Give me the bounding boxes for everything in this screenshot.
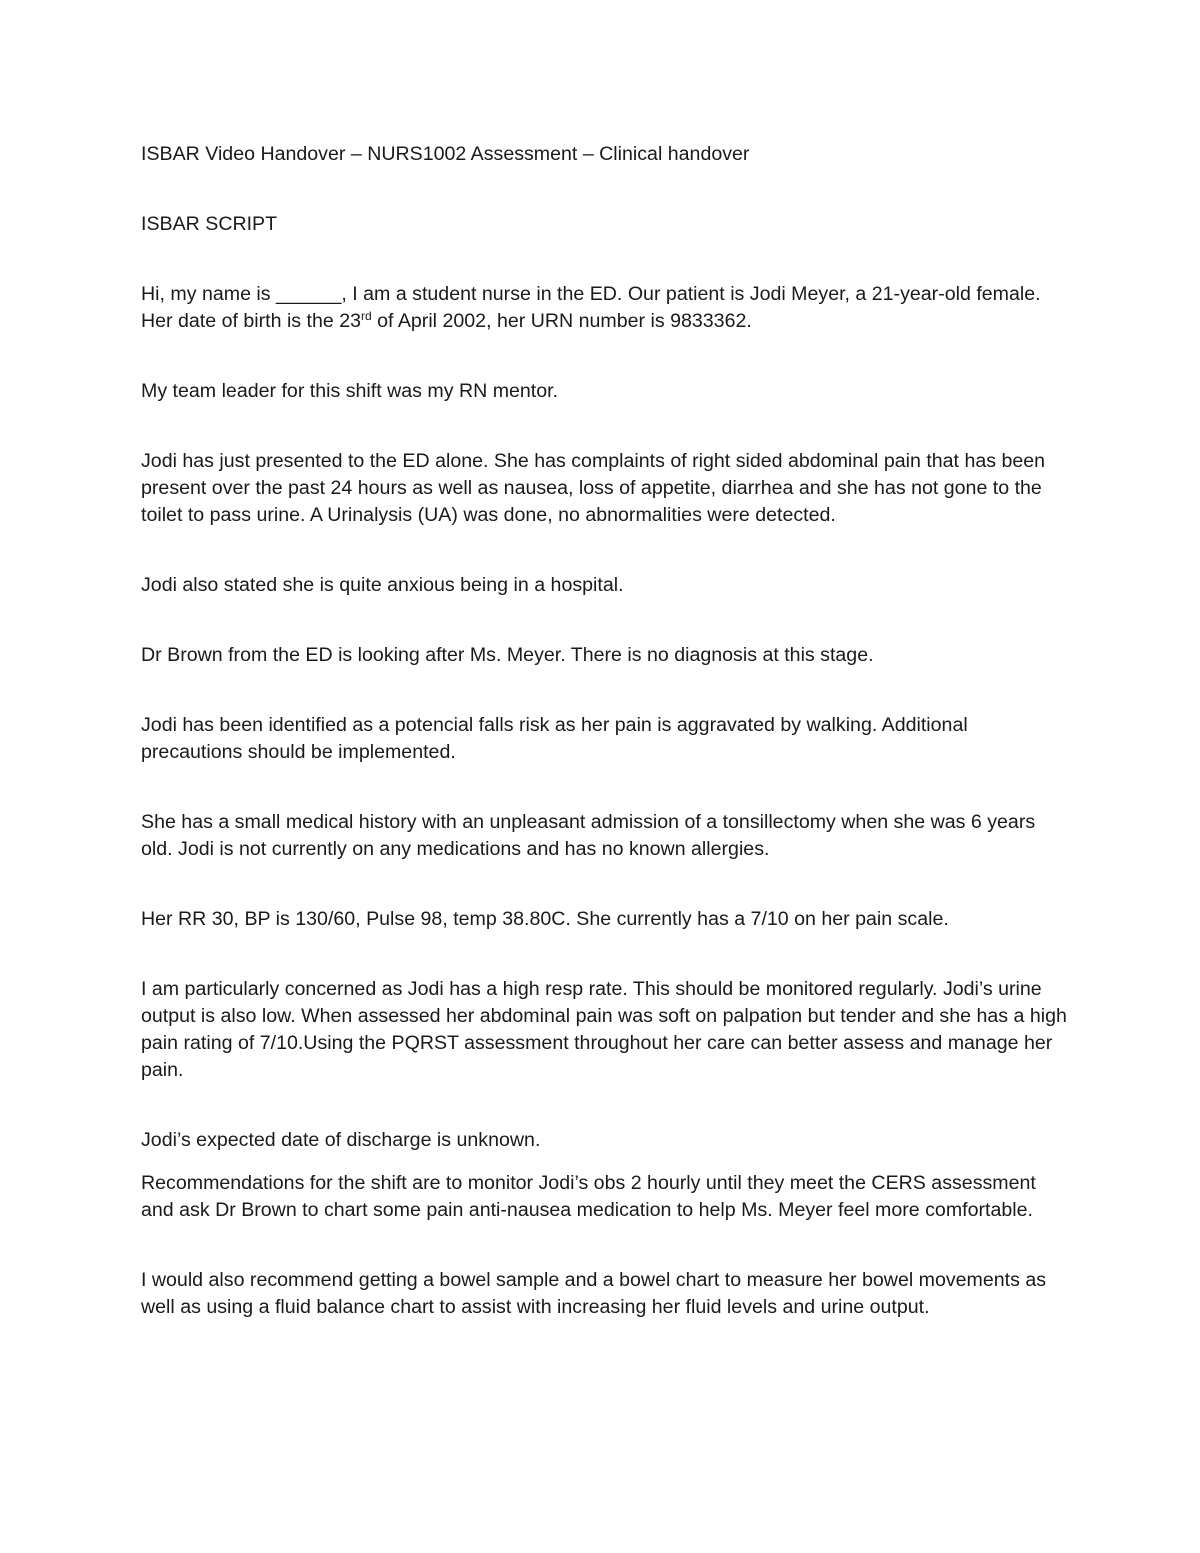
history-paragraph: She has a small medical history with an unpleasant admission of a tonsillectomy when she was 6 years old. Jodi is not currently on any medications and has no known allergies. xyxy=(141,811,1036,860)
script-heading: ISBAR SCRIPT xyxy=(141,213,278,235)
document-title: ISBAR Video Handover – NURS1002 Assessment – Clinical handover xyxy=(141,143,750,165)
recommendations-paragraph: Recommendations for the shift are to monitor Jodi’s obs 2 hourly until they meet the CERS assessment and ask Dr Brown to chart some pain anti-nausea medication to help Ms. Meyer feel more comfortable. xyxy=(141,1172,1036,1221)
intro-text-2: of April 2002, her URN number is 9833362. xyxy=(371,310,752,332)
doctor-paragraph: Dr Brown from the ED is looking after Ms. Meyer. There is no diagnosis at this stage. xyxy=(141,644,874,666)
ordinal-suffix: rd xyxy=(361,309,372,323)
discharge-paragraph: Jodi’s expected date of discharge is unknown. xyxy=(141,1129,541,1151)
observations-paragraph: Her RR 30, BP is 130/60, Pulse 98, temp 38.80C. She currently has a 7/10 on her pain scale. xyxy=(141,908,949,930)
document-body xyxy=(141,141,1071,1321)
intro-text-1: Hi, my name is ______, I am a student nurse in the ED. Our patient is Jodi Meyer, a 21-year-old female. Her date of birth is the 23 xyxy=(141,283,1041,332)
presentation-paragraph: Jodi has just presented to the ED alone. She has complaints of right sided abdominal pain that has been present over the past 24 hours as well as nausea, loss of appetite, diarrhea and she has not gone to the toilet to pass urine. A Urinalysis (UA) was done, no abnormalities were detected. xyxy=(141,450,1046,526)
intro-paragraph xyxy=(141,281,1071,335)
further-recommendation-paragraph: I would also recommend getting a bowel sample and a bowel chart to measure her bowel movements as well as using a fluid balance chart to assist with increasing her fluid levels and urine output. xyxy=(141,1269,1047,1318)
team-leader-paragraph: My team leader for this shift was my RN mentor. xyxy=(141,380,559,402)
falls-risk-paragraph: Jodi has been identified as a potencial falls risk as her pain is aggravated by walking. Additional precautions should be implemented. xyxy=(141,714,968,763)
assessment-paragraph: I am particularly concerned as Jodi has a high resp rate. This should be monitored regularly. Jodi’s urine output is also low. When assessed her abdominal pain was soft on palpation but tender and she has a high pain rating of 7/10.Using the PQRST assessment throughout her care can better assess and manage her pain. xyxy=(141,978,1067,1081)
anxiety-paragraph: Jodi also stated she is quite anxious being in a hospital. xyxy=(141,574,624,596)
